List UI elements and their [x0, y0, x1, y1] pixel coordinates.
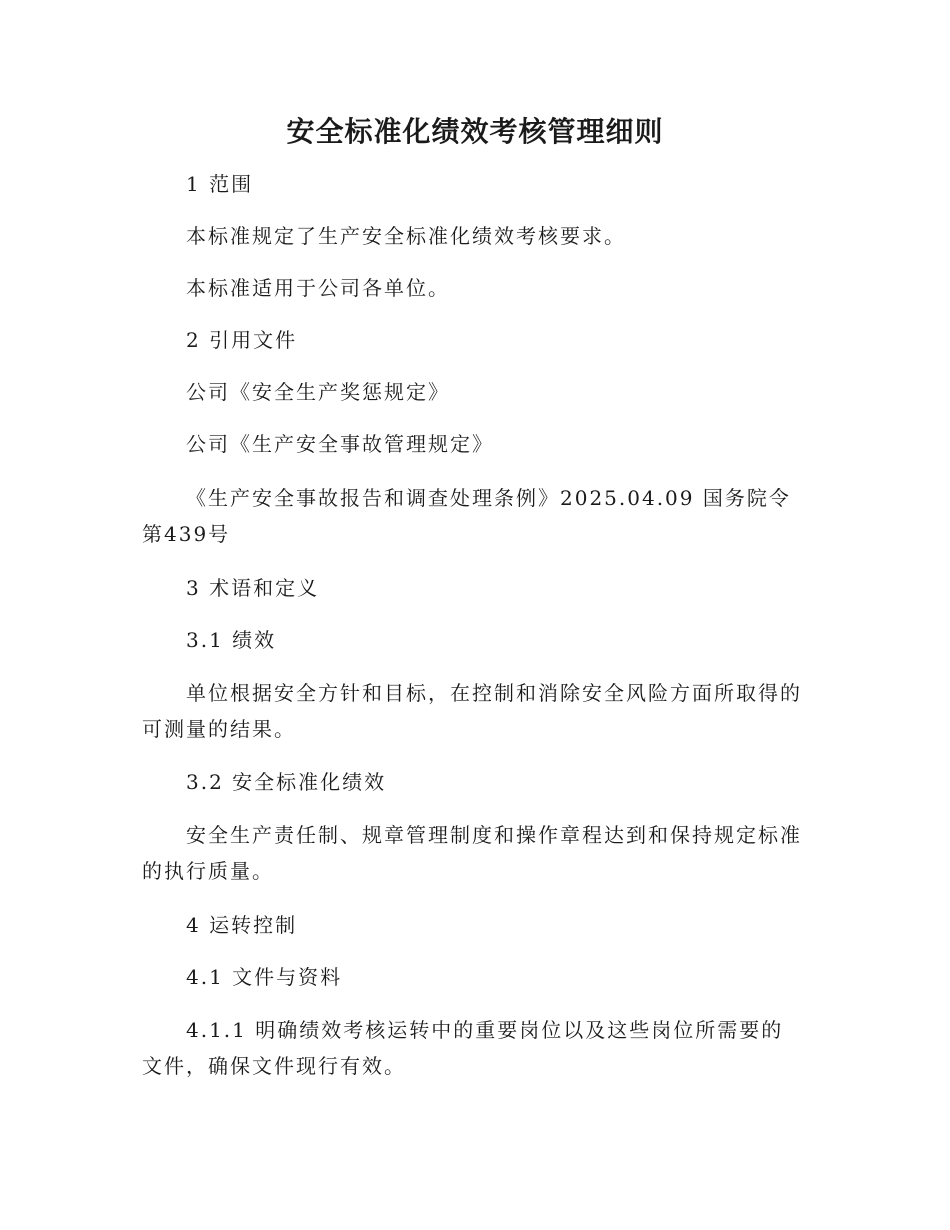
- section-heading-2: 2 引用文件: [186, 328, 298, 352]
- paragraph: 本标准适用于公司各单位。: [186, 276, 450, 300]
- subsection-heading: 4.1 文件与资料: [186, 965, 343, 989]
- definition-paragraph: 安全生产责任制、规章管理制度和操作章程达到和保持规定标准的执行质量。: [142, 823, 802, 883]
- reference-item: 公司《安全生产奖惩规定》: [186, 380, 450, 404]
- reference-item: 公司《生产安全事故管理规定》: [186, 432, 494, 456]
- definition-paragraph: 单位根据安全方针和目标，在控制和消除安全风险方面所取得的可测量的结果。: [142, 681, 802, 741]
- reference-item: 《生产安全事故报告和调查处理条例》2025.04.09 国务院令第439号: [142, 486, 791, 546]
- document-title: 安全标准化绩效考核管理细则: [286, 115, 664, 148]
- subsection-heading: 3.1 绩效: [186, 628, 277, 652]
- paragraph: 本标准规定了生产安全标准化绩效考核要求。: [186, 224, 626, 248]
- subsection-heading: 3.2 安全标准化绩效: [186, 770, 387, 794]
- clause-paragraph: 4.1.1 明确绩效考核运转中的重要岗位以及这些岗位所需要的文件，确保文件现行有效。: [142, 1018, 784, 1078]
- section-heading-3: 3 术语和定义: [186, 576, 320, 600]
- section-heading-1: 1 范围: [186, 172, 254, 196]
- section-heading-4: 4 运转控制: [186, 913, 298, 937]
